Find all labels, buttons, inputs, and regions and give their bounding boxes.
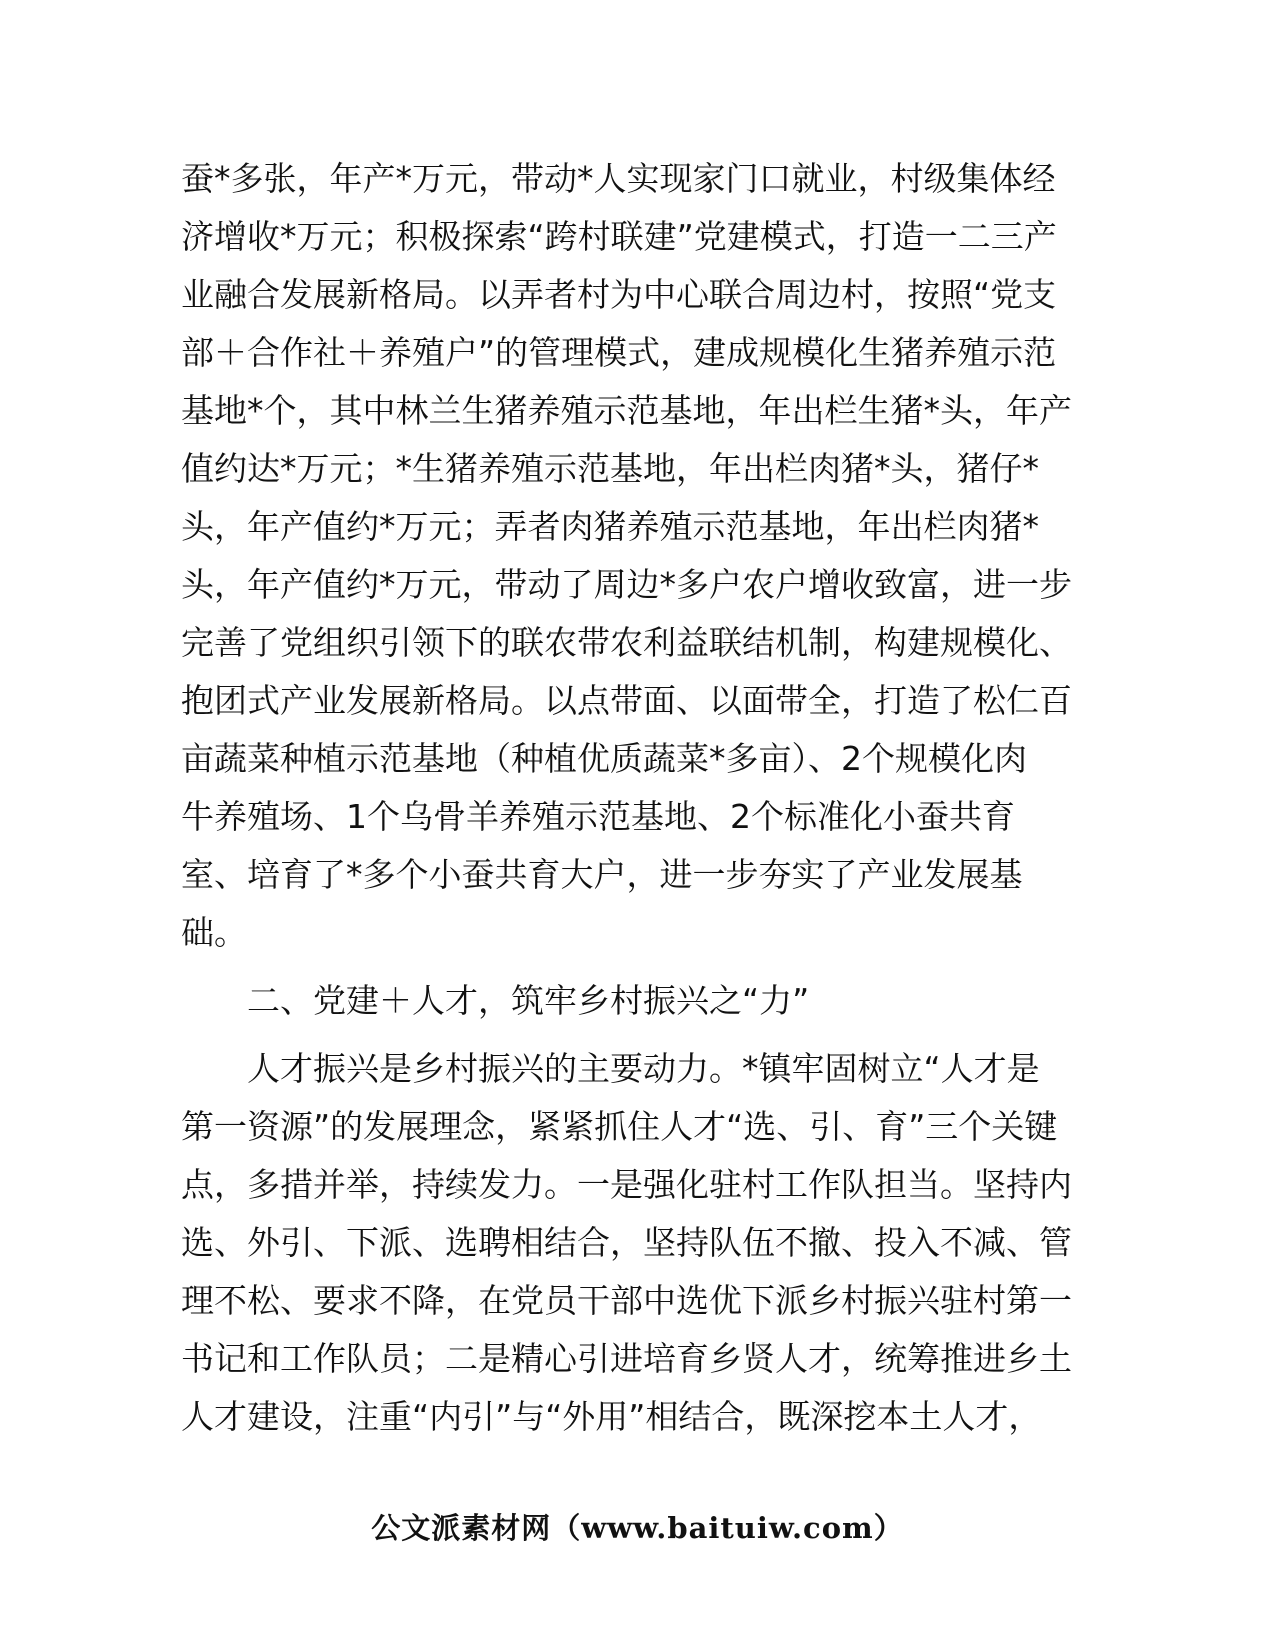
text-line: 头，年产值约*万元，带动了周边*多户农户增收致富，进一步	[181, 565, 1072, 604]
paragraph-gap	[181, 962, 1085, 972]
text-line: 部＋合作社＋养殖户”的管理模式，建成规模化生猪养殖示范	[181, 333, 1057, 372]
footer-watermark: 公文派素材网（www.baituiw.com）	[371, 1511, 904, 1545]
text-line: 第一资源”的发展理念，紧紧抓住人才“选、引、育”三个关键	[181, 1107, 1058, 1146]
paragraph-talent	[181, 1040, 1085, 1446]
text-line: 抱团式产业发展新格局。以点带面、以面带全，打造了松仁百	[181, 681, 1072, 720]
paragraph-industry	[181, 150, 1085, 962]
section-heading: 二、党建＋人才，筑牢乡村振兴之“力”	[247, 981, 810, 1020]
text-line: 室、培育了*多个小蚕共育大户，进一步夯实了产业发展基	[181, 855, 1023, 894]
text-line: 完善了党组织引领下的联农带农利益联结机制，构建规模化、	[181, 623, 1072, 662]
text-line: 济增收*万元；积极探索“跨村联建”党建模式，打造一二三产	[181, 217, 1057, 256]
text-line: 业融合发展新格局。以弄者村为中心联合周边村，按照“党支	[181, 275, 1057, 314]
document-body	[181, 150, 1085, 1446]
text-line: 基地*个，其中林兰生猪养殖示范基地，年出栏生猪*头，年产	[181, 391, 1072, 430]
text-line: 亩蔬菜种植示范基地（种植优质蔬菜*多亩）、2个规模化肉	[181, 739, 1027, 778]
text-line: 蚕*多张，年产*万元，带动*人实现家门口就业，村级集体经	[181, 159, 1056, 198]
text-line: 理不松、要求不降，在党员干部中选优下派乡村振兴驻村第一	[181, 1281, 1072, 1320]
text-line: 值约达*万元；*生猪养殖示范基地，年出栏肉猪*头，猪仔*	[181, 449, 1039, 488]
text-line: 人才建设，注重“内引”与“外用”相结合，既深挖本土人才，	[181, 1397, 1042, 1436]
text-line: 础。	[181, 913, 247, 952]
text-line: 选、外引、下派、选聘相结合，坚持队伍不撤、投入不减、管	[181, 1223, 1072, 1262]
text-line: 牛养殖场、1个乌骨羊养殖示范基地、2个标准化小蚕共育	[181, 797, 1015, 836]
paragraph-gap	[181, 1030, 1085, 1040]
text-line: 点，多措并举，持续发力。一是强化驻村工作队担当。坚持内	[181, 1165, 1072, 1204]
text-line: 书记和工作队员；二是精心引进培育乡贤人才，统筹推进乡土	[181, 1339, 1072, 1378]
text-line: 人才振兴是乡村振兴的主要动力。*镇牢固树立“人才是	[247, 1049, 1040, 1088]
text-line: 头，年产值约*万元；弄者肉猪养殖示范基地，年出栏肉猪*	[181, 507, 1039, 546]
